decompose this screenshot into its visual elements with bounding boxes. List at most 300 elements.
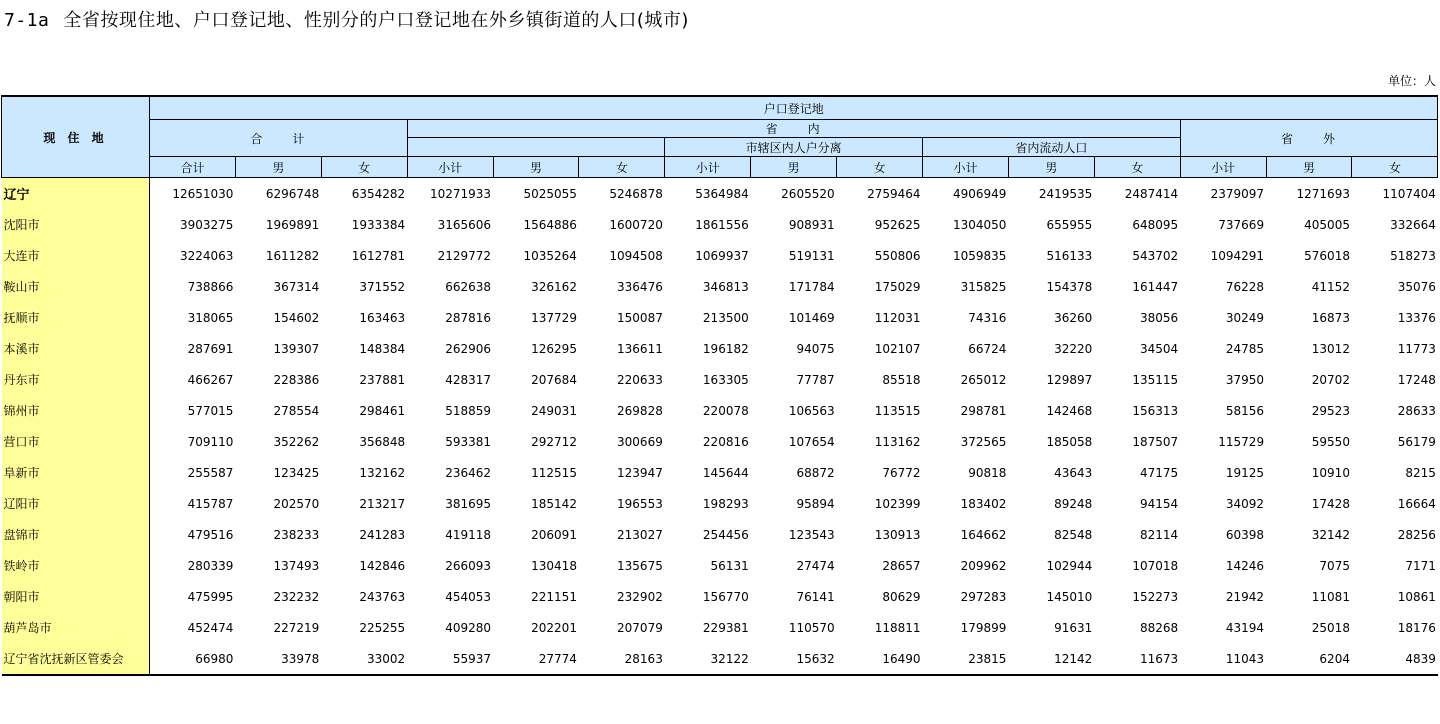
table-row <box>2 364 1438 395</box>
table-row <box>2 240 1438 271</box>
value-cell: 25018 <box>1311 620 1350 635</box>
value-cell: 516133 <box>1046 248 1093 263</box>
value-cell: 1094291 <box>1210 248 1265 263</box>
region-cell: 阜新市 <box>2 457 150 488</box>
col-header: 小计 <box>1180 157 1266 178</box>
value-cell: 27774 <box>493 643 579 675</box>
value-cell: 1564886 <box>523 217 577 232</box>
value-cell: 3165606 <box>437 217 492 232</box>
value-cell: 102399 <box>874 496 921 511</box>
value-cell: 187507 <box>1132 434 1179 449</box>
col-header: 小计 <box>407 157 493 178</box>
value-cell: 952625 <box>874 217 921 232</box>
value-cell: 198293 <box>702 496 749 511</box>
value-cell: 58156 <box>1225 403 1265 418</box>
value-cell: 163463 <box>359 310 406 325</box>
value-cell: 8215 <box>1405 465 1436 480</box>
value-cell: 47175 <box>1140 465 1179 480</box>
value-cell: 207684 <box>531 372 577 387</box>
value-cell: 1861556 <box>695 217 749 232</box>
value-cell: 82548 <box>1054 527 1093 542</box>
value-cell: 229381 <box>702 620 749 635</box>
value-cell: 107018 <box>1132 558 1179 573</box>
value-cell: 139307 <box>273 341 320 356</box>
value-cell: 163305 <box>702 372 749 387</box>
value-cell: 36260 <box>1054 310 1093 325</box>
value-cell: 34092 <box>1225 496 1265 511</box>
table-row <box>2 550 1438 581</box>
value-cell: 115729 <box>1218 434 1265 449</box>
value-cell: 220816 <box>702 434 749 449</box>
value-cell: 112031 <box>874 310 921 325</box>
value-cell: 150087 <box>617 310 663 325</box>
value-cell: 213500 <box>702 310 749 325</box>
region-cell: 抚顺市 <box>2 302 150 333</box>
col-header: 男 <box>235 157 321 178</box>
value-cell: 1069937 <box>695 248 749 263</box>
table-title: 全省按现住地、户口登记地、性别分的户口登记地在外乡镇街道的人口(城市) <box>63 10 689 31</box>
value-cell: 577015 <box>187 403 234 418</box>
value-cell: 19125 <box>1225 465 1265 480</box>
value-cell: 254456 <box>702 527 749 542</box>
value-cell: 1304050 <box>952 217 1007 232</box>
value-cell: 132162 <box>359 465 406 480</box>
value-cell: 2129772 <box>437 248 492 263</box>
value-cell: 1612781 <box>351 248 406 263</box>
value-cell: 265012 <box>960 372 1007 387</box>
table-row <box>2 426 1438 457</box>
value-cell: 381695 <box>445 496 492 511</box>
value-cell: 35076 <box>1397 279 1436 294</box>
value-cell: 655955 <box>1046 217 1093 232</box>
value-cell: 16490 <box>837 643 923 675</box>
value-cell: 60398 <box>1225 527 1265 542</box>
value-cell: 28633 <box>1397 403 1436 418</box>
value-cell: 5025055 <box>523 186 577 201</box>
value-cell: 228386 <box>273 372 320 387</box>
value-cell: 16664 <box>1397 496 1436 511</box>
value-cell: 185142 <box>531 496 577 511</box>
col-header: 男 <box>1008 157 1094 178</box>
value-cell: 183402 <box>960 496 1007 511</box>
value-cell: 113162 <box>874 434 921 449</box>
column-header-row <box>2 157 1438 178</box>
value-cell: 10910 <box>1311 465 1350 480</box>
col-header: 女 <box>1094 157 1180 178</box>
value-cell: 3224063 <box>179 248 234 263</box>
value-cell: 280339 <box>187 558 234 573</box>
value-cell: 76772 <box>882 465 921 480</box>
separation-header: 市辖区内人户分离 <box>665 138 923 157</box>
value-cell: 227219 <box>273 620 320 635</box>
value-cell: 130418 <box>531 558 577 573</box>
value-cell: 2605520 <box>781 186 835 201</box>
region-cell: 朝阳市 <box>2 581 150 612</box>
value-cell: 3903275 <box>179 217 234 232</box>
table-row <box>2 302 1438 333</box>
value-cell: 76141 <box>796 589 835 604</box>
value-cell: 213027 <box>617 527 663 542</box>
value-cell: 318065 <box>187 310 234 325</box>
table-row <box>2 395 1438 426</box>
value-cell: 43194 <box>1225 620 1265 635</box>
value-cell: 164662 <box>960 527 1007 542</box>
value-cell: 336476 <box>617 279 663 294</box>
value-cell: 298781 <box>960 403 1007 418</box>
value-cell: 145010 <box>1046 589 1093 604</box>
value-cell: 17248 <box>1397 372 1436 387</box>
value-cell: 32142 <box>1311 527 1350 542</box>
table-row <box>2 333 1438 364</box>
value-cell: 419118 <box>445 527 492 542</box>
col-header: 男 <box>751 157 837 178</box>
value-cell: 1969891 <box>265 217 320 232</box>
table-header <box>2 96 1438 178</box>
value-cell: 7075 <box>1319 558 1350 573</box>
value-cell: 593381 <box>445 434 492 449</box>
value-cell: 241283 <box>359 527 406 542</box>
value-cell: 332664 <box>1390 217 1436 232</box>
residence-header: 现 住 地 <box>2 96 150 178</box>
region-cell: 盘锦市 <box>2 519 150 550</box>
value-cell: 5246878 <box>609 186 663 201</box>
value-cell: 2419535 <box>1038 186 1093 201</box>
value-cell: 112515 <box>531 465 577 480</box>
value-cell: 543702 <box>1132 248 1179 263</box>
value-cell: 196553 <box>617 496 663 511</box>
value-cell: 43643 <box>1054 465 1093 480</box>
value-cell: 292712 <box>531 434 577 449</box>
value-cell: 221151 <box>531 589 577 604</box>
value-cell: 148384 <box>359 341 406 356</box>
value-cell: 106563 <box>788 403 835 418</box>
value-cell: 346813 <box>702 279 749 294</box>
in-province-subtotal-space <box>407 138 665 157</box>
value-cell: 202201 <box>531 620 577 635</box>
col-header: 合计 <box>150 157 236 178</box>
value-cell: 28163 <box>579 643 665 675</box>
value-cell: 452474 <box>187 620 234 635</box>
region-cell: 锦州市 <box>2 395 150 426</box>
value-cell: 135675 <box>617 558 663 573</box>
value-cell: 179899 <box>960 620 1007 635</box>
value-cell: 74316 <box>968 310 1007 325</box>
value-cell: 278554 <box>273 403 320 418</box>
value-cell: 4839 <box>1352 643 1438 675</box>
region-cell: 丹东市 <box>2 364 150 395</box>
value-cell: 479516 <box>187 527 234 542</box>
value-cell: 371552 <box>359 279 406 294</box>
value-cell: 12142 <box>1008 643 1094 675</box>
value-cell: 110570 <box>788 620 835 635</box>
value-cell: 356848 <box>359 434 406 449</box>
value-cell: 249031 <box>531 403 577 418</box>
region-cell: 鞍山市 <box>2 271 150 302</box>
value-cell: 29523 <box>1311 403 1350 418</box>
value-cell: 300669 <box>617 434 663 449</box>
value-cell: 37950 <box>1225 372 1265 387</box>
value-cell: 6296748 <box>265 186 320 201</box>
value-cell: 262906 <box>445 341 492 356</box>
value-cell: 102944 <box>1046 558 1093 573</box>
value-cell: 118811 <box>874 620 921 635</box>
value-cell: 152273 <box>1132 589 1179 604</box>
value-cell: 1035264 <box>523 248 577 263</box>
value-cell: 77787 <box>796 372 835 387</box>
value-cell: 738866 <box>187 279 234 294</box>
value-cell: 466267 <box>187 372 234 387</box>
value-cell: 232902 <box>617 589 663 604</box>
value-cell: 136611 <box>617 341 663 356</box>
value-cell: 56131 <box>710 558 749 573</box>
value-cell: 161447 <box>1132 279 1179 294</box>
value-cell: 10271933 <box>429 186 492 201</box>
table-code: 7-1a <box>4 10 50 31</box>
value-cell: 213217 <box>359 496 406 511</box>
value-cell: 298461 <box>359 403 406 418</box>
value-cell: 220633 <box>617 372 663 387</box>
value-cell: 6204 <box>1266 643 1352 675</box>
value-cell: 367314 <box>273 279 320 294</box>
value-cell: 142468 <box>1046 403 1093 418</box>
value-cell: 207079 <box>617 620 663 635</box>
value-cell: 24785 <box>1225 341 1265 356</box>
value-cell: 415787 <box>187 496 234 511</box>
value-cell: 11081 <box>1311 589 1350 604</box>
value-cell: 68872 <box>796 465 835 480</box>
value-cell: 126295 <box>531 341 577 356</box>
col-header: 女 <box>837 157 923 178</box>
region-cell: 沈阳市 <box>2 209 150 240</box>
value-cell: 287816 <box>445 310 492 325</box>
value-cell: 648095 <box>1132 217 1179 232</box>
value-cell: 113515 <box>874 403 921 418</box>
value-cell: 428317 <box>445 372 492 387</box>
value-cell: 6354282 <box>351 186 406 201</box>
value-cell: 30249 <box>1225 310 1265 325</box>
value-cell: 326162 <box>531 279 577 294</box>
table-row <box>2 519 1438 550</box>
value-cell: 266093 <box>445 558 492 573</box>
value-cell: 518859 <box>445 403 492 418</box>
value-cell: 352262 <box>273 434 320 449</box>
value-cell: 28256 <box>1397 527 1436 542</box>
value-cell: 2379097 <box>1210 186 1265 201</box>
value-cell: 1600720 <box>609 217 663 232</box>
table-row <box>2 209 1438 240</box>
value-cell: 102107 <box>874 341 921 356</box>
value-cell: 80629 <box>882 589 921 604</box>
value-cell: 145644 <box>702 465 749 480</box>
value-cell: 287691 <box>187 341 234 356</box>
value-cell: 32122 <box>665 643 751 675</box>
value-cell: 243763 <box>359 589 406 604</box>
value-cell: 1933384 <box>351 217 406 232</box>
table-body <box>2 178 1438 676</box>
value-cell: 236462 <box>445 465 492 480</box>
value-cell: 95894 <box>796 496 835 511</box>
value-cell: 123947 <box>617 465 663 480</box>
out-province-header: 省 外 <box>1180 120 1438 157</box>
value-cell: 20702 <box>1311 372 1350 387</box>
value-cell: 38056 <box>1140 310 1179 325</box>
value-cell: 13376 <box>1397 310 1436 325</box>
value-cell: 1107404 <box>1382 186 1436 201</box>
value-cell: 5364984 <box>695 186 749 201</box>
value-cell: 15632 <box>751 643 837 675</box>
value-cell: 202570 <box>273 496 320 511</box>
value-cell: 23815 <box>923 643 1009 675</box>
region-cell: 本溪市 <box>2 333 150 364</box>
region-cell: 辽宁 <box>2 178 150 210</box>
value-cell: 59550 <box>1311 434 1350 449</box>
value-cell: 405005 <box>1304 217 1350 232</box>
registration-header: 户口登记地 <box>150 96 1438 120</box>
value-cell: 41152 <box>1311 279 1350 294</box>
value-cell: 1271693 <box>1296 186 1350 201</box>
value-cell: 372565 <box>960 434 1007 449</box>
value-cell: 21942 <box>1225 589 1265 604</box>
value-cell: 107654 <box>788 434 835 449</box>
table-row <box>2 643 1438 675</box>
col-header: 女 <box>1352 157 1438 178</box>
value-cell: 137729 <box>531 310 577 325</box>
table-row <box>2 178 1438 210</box>
value-cell: 255587 <box>187 465 234 480</box>
value-cell: 34504 <box>1140 341 1179 356</box>
value-cell: 16873 <box>1311 310 1350 325</box>
value-cell: 185058 <box>1046 434 1093 449</box>
value-cell: 85518 <box>882 372 921 387</box>
region-cell: 辽阳市 <box>2 488 150 519</box>
value-cell: 662638 <box>445 279 492 294</box>
value-cell: 315825 <box>960 279 1007 294</box>
col-header: 女 <box>579 157 665 178</box>
value-cell: 94154 <box>1140 496 1179 511</box>
value-cell: 123543 <box>788 527 835 542</box>
value-cell: 297283 <box>960 589 1007 604</box>
value-cell: 225255 <box>359 620 406 635</box>
value-cell: 206091 <box>531 527 577 542</box>
value-cell: 32220 <box>1054 341 1093 356</box>
value-cell: 33002 <box>321 643 407 675</box>
region-cell: 铁岭市 <box>2 550 150 581</box>
value-cell: 156770 <box>702 589 749 604</box>
value-cell: 737669 <box>1218 217 1265 232</box>
value-cell: 2759464 <box>867 186 921 201</box>
value-cell: 269828 <box>617 403 663 418</box>
value-cell: 76228 <box>1225 279 1265 294</box>
value-cell: 14246 <box>1225 558 1265 573</box>
total-group-header: 合 计 <box>150 120 408 157</box>
value-cell: 33978 <box>235 643 321 675</box>
value-cell: 220078 <box>702 403 749 418</box>
col-header: 小计 <box>923 157 1009 178</box>
value-cell: 55937 <box>407 643 493 675</box>
table-row <box>2 271 1438 302</box>
value-cell: 709110 <box>187 434 234 449</box>
value-cell: 154378 <box>1046 279 1093 294</box>
value-cell: 196182 <box>702 341 749 356</box>
col-header: 小计 <box>665 157 751 178</box>
value-cell: 101469 <box>788 310 835 325</box>
value-cell: 1059835 <box>952 248 1007 263</box>
value-cell: 7171 <box>1405 558 1436 573</box>
value-cell: 1094508 <box>609 248 663 263</box>
value-cell: 409280 <box>445 620 492 635</box>
value-cell: 66724 <box>968 341 1007 356</box>
value-cell: 1611282 <box>265 248 320 263</box>
value-cell: 11773 <box>1397 341 1436 356</box>
value-cell: 88268 <box>1140 620 1179 635</box>
value-cell: 130913 <box>874 527 921 542</box>
table-row <box>2 581 1438 612</box>
floating-header: 省内流动人口 <box>923 138 1181 157</box>
value-cell: 4906949 <box>952 186 1007 201</box>
in-province-header: 省 内 <box>407 120 1180 138</box>
value-cell: 11043 <box>1180 643 1266 675</box>
region-cell: 营口市 <box>2 426 150 457</box>
value-cell: 94075 <box>796 341 835 356</box>
unit-label: 单位：人 <box>1387 74 1436 88</box>
value-cell: 82114 <box>1140 527 1179 542</box>
value-cell: 90818 <box>968 465 1007 480</box>
value-cell: 89248 <box>1054 496 1093 511</box>
value-cell: 135115 <box>1132 372 1179 387</box>
col-header: 男 <box>1266 157 1352 178</box>
value-cell: 232232 <box>273 589 320 604</box>
value-cell: 175029 <box>874 279 921 294</box>
value-cell: 56179 <box>1397 434 1436 449</box>
region-cell: 大连市 <box>2 240 150 271</box>
value-cell: 908931 <box>788 217 835 232</box>
table-row <box>2 488 1438 519</box>
region-cell: 葫芦岛市 <box>2 612 150 643</box>
value-cell: 156313 <box>1132 403 1179 418</box>
col-header: 男 <box>493 157 579 178</box>
value-cell: 475995 <box>187 589 234 604</box>
value-cell: 91631 <box>1054 620 1093 635</box>
value-cell: 142846 <box>359 558 406 573</box>
value-cell: 209962 <box>960 558 1007 573</box>
value-cell: 237881 <box>359 372 406 387</box>
value-cell: 27474 <box>796 558 835 573</box>
value-cell: 18176 <box>1397 620 1436 635</box>
value-cell: 11673 <box>1094 643 1180 675</box>
value-cell: 123425 <box>273 465 320 480</box>
value-cell: 66980 <box>150 643 236 675</box>
table-row <box>2 612 1438 643</box>
value-cell: 129897 <box>1046 372 1093 387</box>
value-cell: 10861 <box>1397 589 1436 604</box>
value-cell: 17428 <box>1311 496 1350 511</box>
table-row <box>2 457 1438 488</box>
value-cell: 519131 <box>788 248 835 263</box>
value-cell: 13012 <box>1311 341 1350 356</box>
value-cell: 550806 <box>874 248 921 263</box>
value-cell: 576018 <box>1304 248 1350 263</box>
population-table <box>1 95 1438 676</box>
value-cell: 2487414 <box>1124 186 1179 201</box>
value-cell: 238233 <box>273 527 320 542</box>
value-cell: 154602 <box>273 310 320 325</box>
value-cell: 28657 <box>882 558 921 573</box>
value-cell: 454053 <box>445 589 492 604</box>
region-cell: 辽宁省沈抚新区管委会 <box>2 643 150 675</box>
value-cell: 137493 <box>273 558 320 573</box>
page-title <box>4 6 689 32</box>
value-cell: 12651030 <box>172 186 234 201</box>
